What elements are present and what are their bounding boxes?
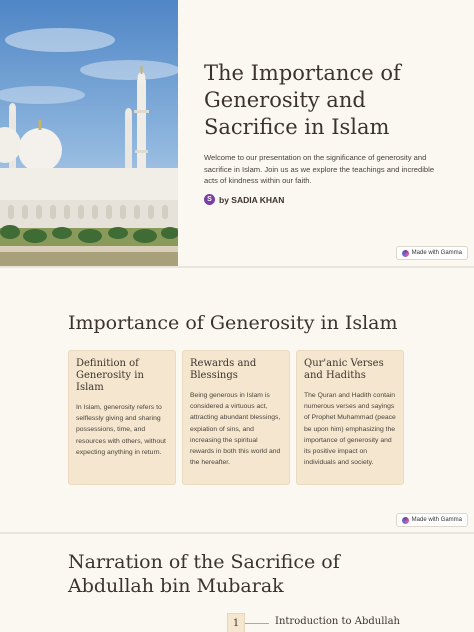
- author-name: by SADIA KHAN: [219, 194, 285, 205]
- slide-title: Narration of the Sacrifice of Abdullah bin Mubarak: [68, 551, 340, 597]
- card-text: The Quran and Hadith contain numerous verses and sayings of Prophet Muhammad (peace be upon him) emphasizing the importance of generosity and its positive impact on individuals and society.: [304, 392, 396, 467]
- generosity-slide: [0, 268, 474, 532]
- title-slide: [0, 0, 474, 266]
- narration-slide: [0, 534, 474, 632]
- author-byline: [204, 194, 284, 205]
- slide-title: Importance of Generosity in Islam: [68, 312, 398, 334]
- card-rewards: [182, 350, 290, 485]
- card-text: Being generous in Islam is considered a virtuous act, attracting abundant blessings, expiation of sins, and increasing the spiritual rewards in both this world and the hereafter.: [190, 392, 281, 467]
- badge-label: Made with Gamma: [411, 250, 462, 256]
- card-definition: [68, 350, 176, 485]
- mosque-hero-image: [0, 0, 178, 266]
- badge-label: Made with Gamma: [411, 517, 462, 523]
- gamma-logo-icon: [402, 517, 409, 524]
- presentation-title: The Importance of Generosity and Sacrifice in Islam: [204, 61, 401, 139]
- timeline-step-number: 1: [227, 613, 245, 632]
- intro-paragraph: Welcome to our presentation on the significance of generosity and sacrifice in Islam. Join us as we explore the teachings and incredible acts of kindness within our faith.: [204, 153, 435, 185]
- card-title: Definition of Generosity in Islam: [76, 358, 144, 393]
- card-title: Qur'anic Verses and Hadiths: [304, 358, 384, 381]
- made-with-gamma-badge[interactable]: [396, 513, 468, 527]
- timeline-connector: [245, 623, 269, 624]
- author-avatar: S: [204, 194, 215, 205]
- gamma-logo-icon: [402, 250, 409, 257]
- card-quranic-verses: [296, 350, 404, 485]
- card-text: In Islam, generosity refers to selflessly giving and sharing possessions, time, and resources with others, without expecting anything in return.: [76, 404, 166, 456]
- card-row: [68, 350, 404, 485]
- timeline-step-title: Introduction to Abdullah: [275, 616, 400, 627]
- made-with-gamma-badge[interactable]: [396, 246, 468, 260]
- card-title: Rewards and Blessings: [190, 358, 257, 381]
